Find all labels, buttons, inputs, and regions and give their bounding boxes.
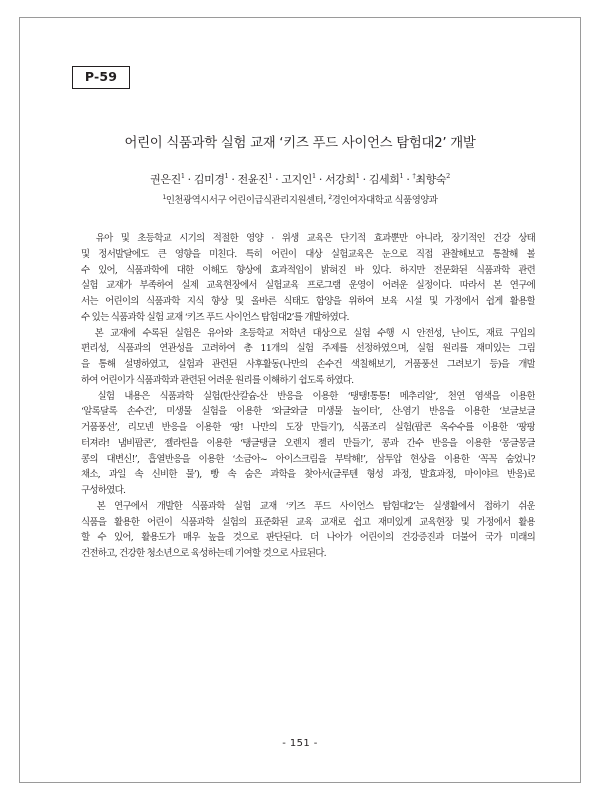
abstract-line: 본 연구에서 개발한 식품과학 실험 교재 ‘키즈 푸드 사이언스 탐험대2’는 실생활에서 접하기 쉬운	[81, 500, 535, 512]
abstract-line: 서는 어린이의 식품과학 지식 향상 및 올바른 식태도 함양을 위하여 보육 시설 및 가정에서 쉽게 활용할	[81, 296, 535, 307]
abstract-line: 콩의 대변신!’, 흡열반응을 이용한 ‘소금아~ 아이스크림을 부탁해!’, 삼투압 현상을 이용한 ‘꼭꼭 숨었니?	[81, 453, 535, 465]
abstract-line: 건전하고, 건강한 청소년으로 육성하는데 기여할 것으로 사료된다.	[81, 548, 326, 559]
abstract-line: 터져라! 냄비팝콘’, 젤라틴을 이용한 ‘탱글탱글 오렌지 젤리 만들기’, 콩과 간수 반응을 이용한 ‘몽글몽글	[81, 437, 535, 449]
abstract-line: 구성하였다.	[81, 485, 126, 496]
affiliation: $^1$인천광역시서구 어린이급식관리지원센터,	[162, 194, 329, 206]
abstract-line: 편리성, 식품과의 연관성을 고려하여 총 11개의 실험 주제를 선정하였으며, 실험 원리를 재미있는 그림	[81, 343, 535, 355]
corresponding-author: †최향숙$^2$	[412, 172, 450, 186]
abstract-line: 본 교재에 수록된 실험은 유아와 초등학교 저학년 대상으로 실험 수행 시 안전성, 난이도, 재료 구입의	[81, 327, 535, 339]
abstract-line: ‘알록달록 손수건’, 미생물 실험을 이용한 ‘와글와글 미생물 놀이터’, 산-염기 반응을 이용한 ‘보글보글	[81, 406, 535, 418]
abstract-line: 실험 내용은 식품과학 실험(탄산칼슘-산 반응을 이용한 ‘탱탱!통통! 메추리알’, 천연 염색을 이용한	[81, 390, 535, 402]
abstract-line: 수 있는 식품과학 실험 교재 ‘키즈 푸드 사이언스 탐험대2’를 개발하였다.	[81, 311, 349, 323]
page-number: - 151 -	[282, 738, 318, 749]
affiliations	[0, 192, 600, 206]
abstract-line: 수 있어, 식품과학에 대한 이해도 향상에 효과적임이 밝혀진 바 있다. 하지만 전문화된 식품과학 관련	[81, 264, 535, 276]
author: 김미경$^1$ ·	[193, 172, 238, 186]
author: 고지인$^1$ ·	[281, 172, 326, 186]
abstract-line: 및 정서발달에도 큰 영향을 미친다. 특히 어린이 대상 실험교육은 눈으로 직접 관찰해보고 통찰해 볼	[81, 248, 535, 260]
affiliation: $^2$경인여자대학교 식품영양과	[328, 194, 438, 206]
poster-code-box: P-59	[72, 66, 130, 89]
abstract-line: 채소, 과일 속 신비한 물’), 빵 속 숨은 과학을 찾아서(글루텐 형성 과정, 발효과정, 마이야르 반응)로	[81, 469, 535, 481]
author: 권은진$^1$ ·	[150, 172, 194, 186]
abstract-line: 거품풍선’, 리모넨 반응을 이용한 ‘팡! 나만의 도장 만들기’), 식품조리 실험(팝콘 옥수수를 이용한 ‘팡팡	[81, 422, 535, 433]
author-list	[0, 171, 600, 187]
abstract-line: 유아 및 초등학교 시기의 적절한 영양 · 위생 교육은 단기적 효과뿐만 아니라, 장기적인 건강 상태	[81, 233, 535, 244]
paper-title: 어린이 식품과학 실험 교재 ‘키즈 푸드 사이언스 탐험대2’ 개발	[124, 136, 476, 151]
abstract-body	[81, 231, 535, 562]
author: 서강희$^1$ ·	[325, 172, 369, 186]
abstract-line: 식품을 활용한 어린이 식품과학 실험의 표준화된 교육 교재로 쉽고 재미있게 교육현장 및 가정에서 활용	[81, 516, 535, 528]
abstract-line: 하여 어린이가 식품과학과 관련된 어려운 원리를 이해하기 쉽도록 하였다.	[81, 374, 354, 386]
abstract-line: 을 통해 설명하였고, 실험과 관련된 사후활동(나만의 손수건 색칠해보기, 거품풍선 그려보기 등)을 개발	[81, 359, 535, 370]
abstract-line: 할 수 있어, 활용도가 매우 높을 것으로 판단된다. 더 나아가 어린이의 건강증진과 더불어 국가 미래의	[81, 532, 535, 544]
author: 전윤진$^1$ ·	[237, 172, 282, 186]
abstract-line: 실험 교재가 부족하여 실제 교육현장에서 실험교육 프로그램 운영이 어려운 실정이다. 따라서 본 연구에	[81, 280, 535, 292]
author: 김세희$^1$ ·	[368, 172, 413, 186]
